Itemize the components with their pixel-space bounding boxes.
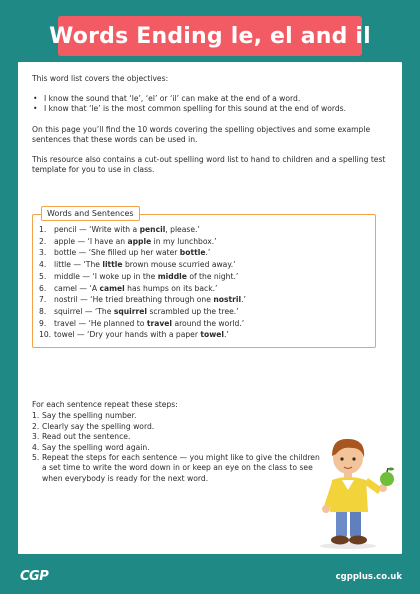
page-title: Words Ending le, el and il xyxy=(49,23,371,49)
step-item xyxy=(32,411,322,421)
step-number: 3. xyxy=(32,432,40,442)
spelling-word: travel xyxy=(54,318,77,328)
sentence-text: has humps on its back.’ xyxy=(124,283,218,293)
sentence-bold-word: camel xyxy=(99,283,125,293)
sentence-text: — ‘Write with a xyxy=(76,225,140,234)
sentence-bold-word: travel xyxy=(146,318,173,328)
step-number: 1. xyxy=(32,411,40,421)
sentence-text: — ‘I have an xyxy=(75,236,128,246)
sentence-text: — ‘The xyxy=(70,260,103,270)
sentence-bold-word: bottle xyxy=(179,248,206,258)
step-item xyxy=(32,453,322,484)
step-item xyxy=(32,443,322,453)
word-sentence-item xyxy=(39,236,246,248)
spelling-word: apple xyxy=(54,236,76,246)
sentence-text: scrambled up the tree.’ xyxy=(147,306,239,316)
step-text: Read out the sentence. xyxy=(42,432,131,442)
sentence-bold-word: squirrel xyxy=(113,306,148,316)
spelling-word: camel xyxy=(54,283,78,293)
word-sentence-item xyxy=(39,224,246,236)
word-number: 5. xyxy=(39,271,47,281)
spelling-word: middle xyxy=(54,271,80,281)
sentence-bold-word: pencil xyxy=(139,225,166,234)
spelling-word: squirrel xyxy=(54,306,83,316)
sentence-text: .’ xyxy=(224,330,229,340)
intro-paragraph: This resource also contains a cut-out spelling word list to hand to children and a spelling test template for you to use in class. xyxy=(32,155,386,175)
footer-url[interactable]: cgpplus.co.uk xyxy=(335,572,402,582)
spelling-word: little xyxy=(54,260,71,270)
word-number: 1. xyxy=(39,225,47,234)
spelling-word: bottle xyxy=(54,248,77,258)
title-banner xyxy=(49,16,371,56)
intro-paragraph: On this page you’ll find the 10 words covering the spelling objectives and some example sentences that these words can be used in. xyxy=(32,124,371,144)
sentence-text: — ‘I woke up in the xyxy=(79,271,158,281)
step-number: 5. xyxy=(32,453,40,463)
word-sentence-item xyxy=(39,247,246,259)
spelling-word: nostril xyxy=(54,295,78,305)
objective-item: • I know the sound that ‘le’, ‘el’ or ‘il’ can make at the end of a word. xyxy=(32,94,392,104)
word-number: 6. xyxy=(39,283,47,293)
sentence-text: of the night.’ xyxy=(186,271,239,281)
steps-section xyxy=(32,400,322,484)
word-number: 4. xyxy=(39,260,47,270)
content-sheet xyxy=(18,62,402,554)
sentence-text: , please.’ xyxy=(165,225,200,234)
sentence-bold-word: towel xyxy=(200,330,225,340)
word-number: 3. xyxy=(39,248,47,258)
step-item xyxy=(32,422,322,432)
words-sentences-box xyxy=(32,209,376,348)
word-sentence-item xyxy=(39,283,246,295)
sentence-text: — ‘The xyxy=(82,306,114,316)
word-sentence-item xyxy=(39,259,246,271)
step-item xyxy=(32,432,322,442)
word-sentence-item xyxy=(39,271,246,283)
objectives-list xyxy=(32,94,392,114)
words-sentences-label: Words and Sentences xyxy=(41,206,140,221)
sentence-text: — ‘Dry your hands with a paper xyxy=(74,330,201,340)
step-text: Say the spelling word again. xyxy=(42,442,150,452)
sentence-text: — ‘He planned to xyxy=(76,318,147,328)
sentence-bold-word: nostril xyxy=(213,295,242,305)
word-number: 2. xyxy=(39,236,47,246)
sentence-text: around the world.’ xyxy=(172,318,245,328)
word-sentence-item xyxy=(39,306,246,318)
spelling-word: towel xyxy=(54,330,75,340)
sentence-text: .’ xyxy=(241,295,246,305)
step-text: Say the spelling number. xyxy=(42,411,137,421)
sentence-text: .’ xyxy=(205,248,211,258)
steps-list xyxy=(32,411,322,484)
step-text: Repeat the steps for each sentence — you might like to give the children a set time to write the word down in or keep an eye on the class to see when everybody is ready for the next word. xyxy=(42,453,320,483)
sentence-text: — ‘A xyxy=(77,283,100,293)
word-number: 9. xyxy=(39,318,47,328)
boy-holding-apple-illustration xyxy=(308,430,404,550)
word-number: 10. xyxy=(39,330,52,340)
words-list xyxy=(39,224,246,341)
word-sentence-item xyxy=(39,318,246,330)
word-number: 7. xyxy=(39,295,47,305)
sentence-text: brown mouse scurried away.’ xyxy=(122,260,236,270)
spelling-word: pencil xyxy=(54,225,77,234)
steps-lead: For each sentence repeat these steps: xyxy=(32,400,178,409)
cgp-logo: CGP xyxy=(20,569,49,584)
intro-section xyxy=(32,74,392,185)
step-number: 4. xyxy=(32,442,40,452)
sentence-bold-word: apple xyxy=(127,236,152,246)
sentence-text: in my lunchbox.’ xyxy=(151,236,217,246)
objectives-lead: This word list covers the objectives: xyxy=(32,74,169,83)
sentence-text: — ‘She filled up her water xyxy=(76,248,180,258)
sentence-bold-word: little xyxy=(102,260,123,270)
word-sentence-item xyxy=(39,294,246,306)
sentence-text: — ‘He tried breathing through one xyxy=(77,295,214,305)
step-text: Clearly say the spelling word. xyxy=(42,421,155,431)
word-number: 8. xyxy=(39,306,47,316)
step-number: 2. xyxy=(32,421,40,431)
word-sentence-item xyxy=(39,329,246,341)
sentence-bold-word: middle xyxy=(157,271,187,281)
objective-item: • I know that ‘le’ is the most common spelling for this sound at the end of words. xyxy=(32,104,392,114)
